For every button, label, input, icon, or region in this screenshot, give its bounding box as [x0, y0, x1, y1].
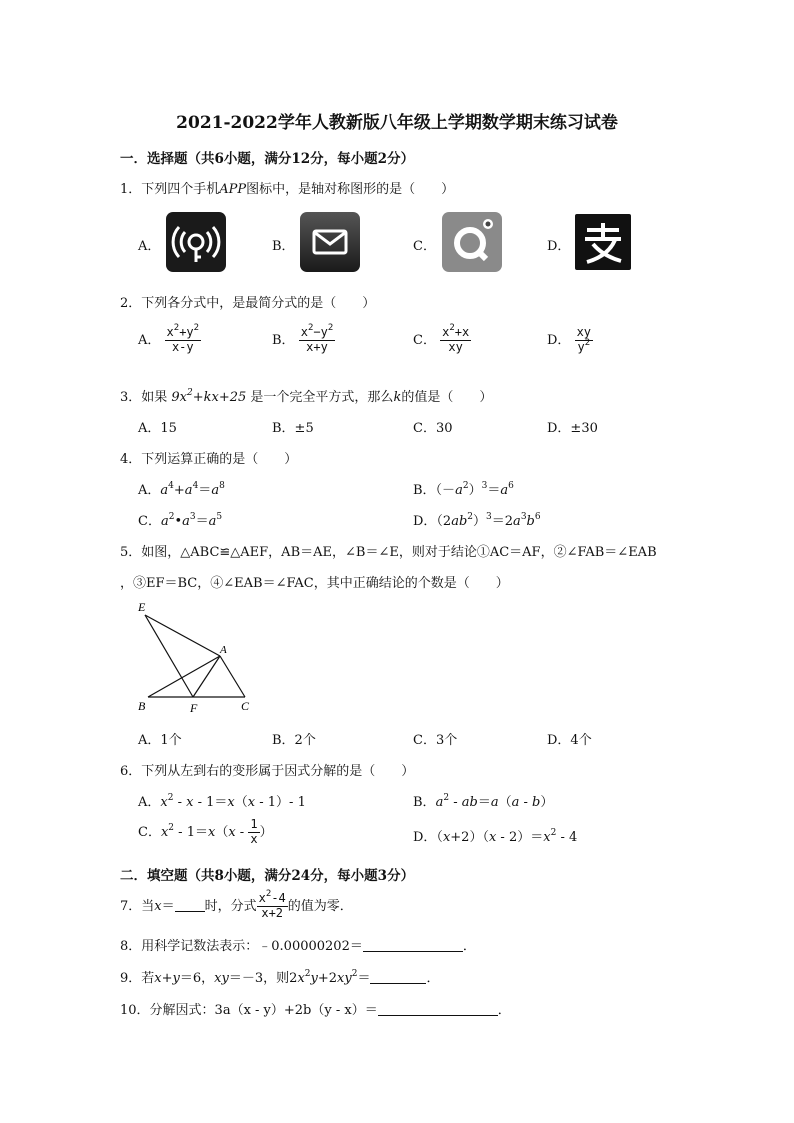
q4-option-c: C．$a^2•a^3=a^5$: [138, 512, 223, 529]
fraction: $\frac{xy}{y^2}$: [576, 325, 592, 354]
q2-option-b: B． $\frac{x^2-y^2}{x+y}$: [272, 323, 334, 354]
question-4: 4．下列运算正确的是（ ）: [120, 452, 298, 467]
q5-option-a: A．1个: [138, 733, 182, 748]
question-1: [120, 178, 454, 197]
q3-option-d: D．±30: [547, 421, 598, 436]
q1-option-c-label: C．: [413, 239, 436, 254]
q2-option-d: D． $\frac{xy}{y^2}$: [547, 325, 592, 354]
fraction: $\frac{x^2+x}{xy}$: [442, 323, 470, 354]
point-label-f: F: [190, 701, 198, 715]
question-2: 2．下列各分式中，是最简分式的是（ ）: [120, 296, 376, 311]
q1-option-b-label: B．: [272, 239, 295, 254]
q2-option-a: A． $\frac{x^2+y^2}{x-y}$: [138, 323, 200, 354]
search-q-app-icon: [442, 212, 502, 272]
point-label-c: C: [241, 699, 250, 713]
page-title: 2021-2022学年人教新版八年级上学期数学期末练习试卷: [176, 113, 618, 133]
q1-stem: 1．下列四个手机: [120, 182, 220, 197]
q6-option-d: D．$(x+2)(x - 2)=x^2 - 4$: [413, 828, 578, 845]
alipay-app-icon: [575, 214, 631, 270]
triangle-figure: [132, 598, 262, 716]
q1-app: APP: [219, 182, 247, 197]
answer-blank[interactable]: [370, 971, 426, 984]
q4-option-a: A．$a^4+a^4=a^8$: [138, 481, 225, 498]
point-label-b: B: [138, 699, 146, 713]
q4-option-b: B．$(-a^2)^3=a^6$: [413, 481, 514, 498]
point-label-a: A: [220, 644, 227, 656]
q4-option-d: D．$(2ab^2)^3=2a^3b^6$: [413, 512, 541, 529]
question-3: 3．如果 $9x^2+kx+25$ 是一个完全平方式，那么k的值是（ ）: [120, 388, 493, 405]
q6-option-c: C．$x^2 - 1=x(x$ - $\frac{1}{x}$ ）: [138, 817, 273, 846]
wifi-key-app-icon: [166, 212, 226, 272]
q3-option-a: A．15: [138, 421, 177, 436]
answer-blank[interactable]: [175, 899, 205, 912]
question-9: 9．若x+y＝6，xy＝－3，则$2x^2y+2xy^2=$ ．: [120, 969, 440, 986]
q6-option-b: B．$a^2 - ab=a(a - b)$: [413, 793, 554, 810]
q1-option-d-label: D．: [547, 239, 571, 254]
fraction: $\frac{x^2-y^2}{x+y}$: [300, 323, 334, 354]
fraction: $\frac{x^2-4}{x+2}$: [258, 889, 286, 920]
section-heading-fill: 二．填空题（共8小题，满分24分，每小题3分）: [120, 868, 415, 884]
fraction: $\frac{x^2+y^2}{x-y}$: [166, 323, 200, 354]
q3-option-b: B．±5: [272, 421, 314, 436]
question-10: 10．分解因式：3a（x - y）+2b（y - x）＝ ．: [120, 1003, 511, 1018]
q5-option-b: B．2个: [272, 733, 316, 748]
question-7: 7．当x＝ 时，分式 $\frac{x^2-4}{x+2}$ 的值为零．: [120, 889, 353, 920]
fraction: $\frac{1}{x}$: [250, 817, 258, 846]
q3-option-c: C．30: [413, 421, 453, 436]
q2-option-c: C． $\frac{x^2+x}{xy}$: [413, 323, 470, 354]
question-8: 8．用科学记数法表示：﹣0.00000202＝ ．: [120, 939, 476, 954]
section-heading-choice: 一．选择题（共6小题，满分12分，每小题2分）: [120, 151, 415, 167]
mail-app-icon: [300, 212, 360, 272]
question-5-line-1: 5．如图，△ABC≌△AEF，AB＝AE，∠B＝∠E，则对于结论①AC＝AF，②∠FAB＝∠EAB: [120, 545, 657, 560]
q1-option-a-label: A．: [138, 239, 161, 254]
q5-option-d: D．4个: [547, 733, 592, 748]
question-6: 6．下列从左到右的变形属于因式分解的是（ ）: [120, 764, 415, 779]
q5-option-c: C．3个: [413, 733, 458, 748]
question-5-line-2: ，③EF＝BC，④∠EAB＝∠FAC，其中正确结论的个数是（ ）: [120, 576, 509, 591]
q6-option-a: A．$x^2 - x - 1=x(x - 1)-$ 1: [138, 793, 306, 810]
point-label-e: E: [138, 600, 146, 614]
q1-stem-end: 图标中，是轴对称图形的是（ ）: [246, 182, 455, 197]
answer-blank[interactable]: [363, 939, 463, 952]
answer-blank[interactable]: [378, 1003, 498, 1016]
